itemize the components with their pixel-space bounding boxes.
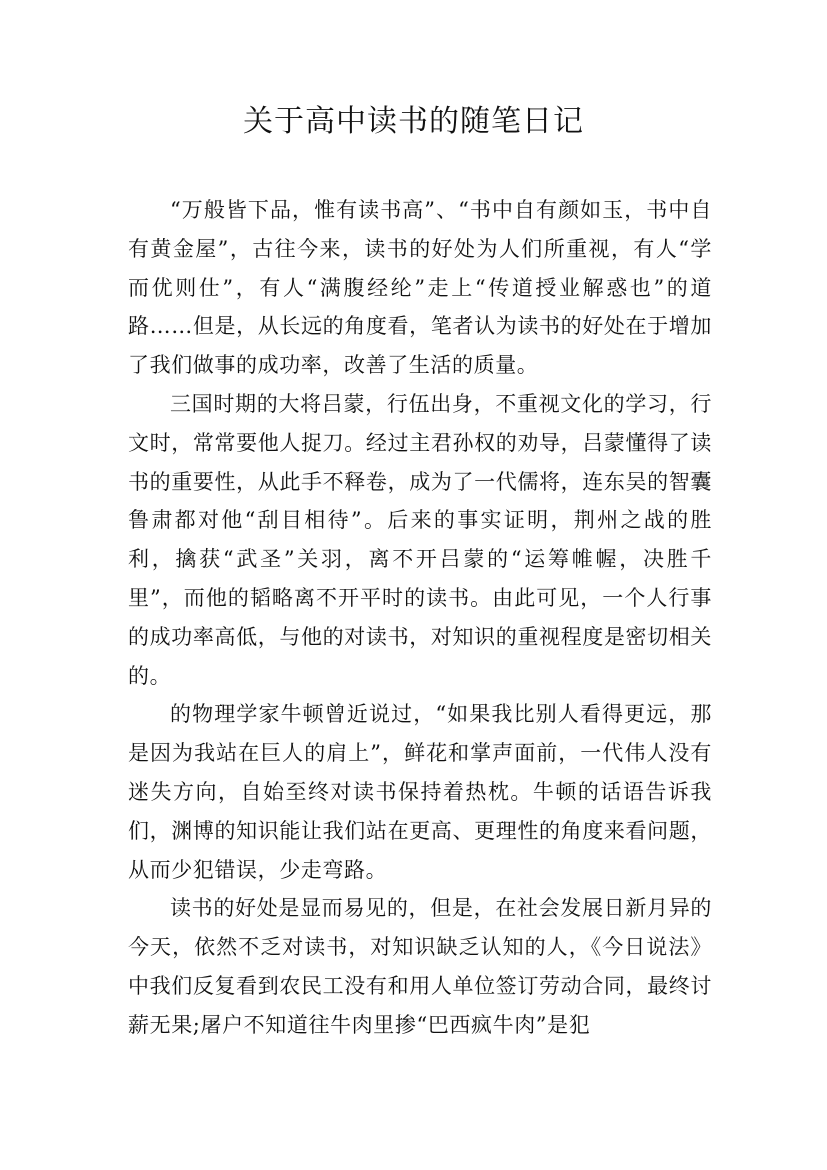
paragraph-1: “万般皆下品，惟有读书高”、“书中自有颜如玉，书中自有黄金屋”，古往今来，读书的好处为人们所重视，有人“学而优则仕”，有人“满腹经纶”走上“传道授业解惑也”的道路……但是，从长远的角度看，笔者认为读书的好处在于增加了我们做事的成功率，改善了生活的质量。 xyxy=(128,198,712,378)
paragraph-3: 的物理学家牛顿曾近说过，“如果我比别人看得更远，那是因为我站在巨人的肩上”，鲜花和掌声面前，一代伟人没有迷失方向，自始至终对读书保持着热枕。牛顿的话语告诉我们，渊博的知识能让我们站在更高、更理性的角度来看问题，从而少犯错误，少走弯路。 xyxy=(128,702,712,882)
paragraph-2: 三国时期的大将吕蒙，行伍出身，不重视文化的学习，行文时，常常要他人捉刀。经过主君孙权的劝导，吕蒙懂得了读书的重要性，从此手不释卷，成为了一代儒将，连东吴的智囊鲁肃都对他“刮目相待”。后来的事实证明，荆州之战的胜利，擒获“武圣”关羽，离不开吕蒙的“运筹帷幄，决胜千里”，而他的韬略离不开平时的读书。由此可见，一个人行事的成功率高低，与他的对读书，对知识的重视程度是密切相关的。 xyxy=(128,391,712,688)
document-body xyxy=(128,191,712,1045)
paragraph-4: 读书的好处是显而易见的，但是，在社会发展日新月异的今天，依然不乏对读书，对知识缺乏认知的人，《今日说法》中我们反复看到农民工没有和用人单位签订劳动合同，最终讨薪无果;屠户不知道往牛肉里掺“巴西疯牛肉”是犯 xyxy=(128,896,712,1037)
document-title: 关于高中读书的随笔日记 xyxy=(243,104,584,139)
